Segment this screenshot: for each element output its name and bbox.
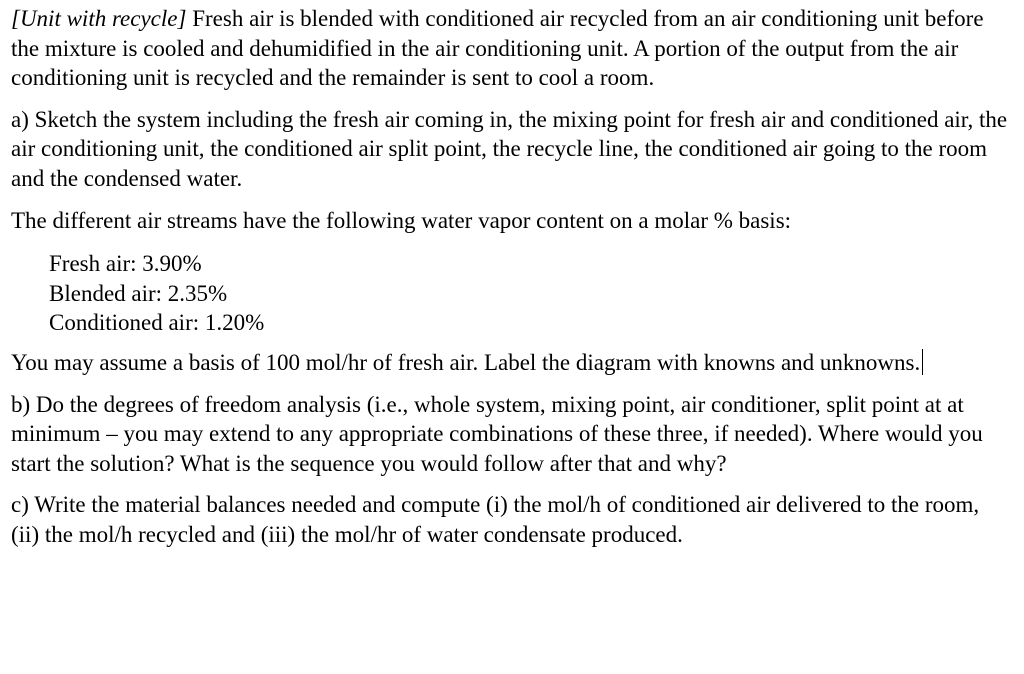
part-b-paragraph: b) Do the degrees of freedom analysis (i.e., whole system, mixing point, air conditioner, split point at at minimum – you may extend to any appropriate combinations of these three, if needed). Where would you start the solution? What is the sequence you would follow after that and why? xyxy=(11,391,983,476)
part-a-paragraph: a) Sketch the system including the fresh air coming in, the mixing point for fresh air and conditioned air, the air conditioning unit, the conditioned air split point, the recycle line, the conditioned air going to the room and the condensed water. xyxy=(11,106,1008,191)
basis-paragraph[interactable] xyxy=(11,348,1011,378)
intro-paragraph xyxy=(11,4,1011,93)
streams-list xyxy=(49,249,1011,338)
stream-conditioned-air: Conditioned air: 1.20% xyxy=(49,310,265,336)
stream-blended-air: Blended air: 2.35% xyxy=(49,280,228,306)
part-c-paragraph: c) Write the material balances needed and compute (i) the mol/h of conditioned air delivered to the room, (ii) the mol/h recycled and (iii) the mol/hr of water condensate produced. xyxy=(11,492,980,547)
basis-text: You may assume a basis of 100 mol/hr of fresh air. Label the diagram with knowns and unknowns. xyxy=(11,349,921,375)
stream-fresh-air: Fresh air: 3.90% xyxy=(49,251,202,277)
streams-intro: The different air streams have the following water vapor content on a molar % basis: xyxy=(11,207,792,233)
intro-text: Fresh air is blended with conditioned air recycled from an air conditioning unit before the mixture is cooled and dehumidified in the air conditioning unit. A portion of the output from the air conditioning unit is recycled and the remainder is sent to cool a room. xyxy=(11,6,984,91)
intro-tag: [Unit with recycle] xyxy=(11,6,187,31)
text-cursor xyxy=(922,349,923,375)
document-body xyxy=(11,4,1011,550)
